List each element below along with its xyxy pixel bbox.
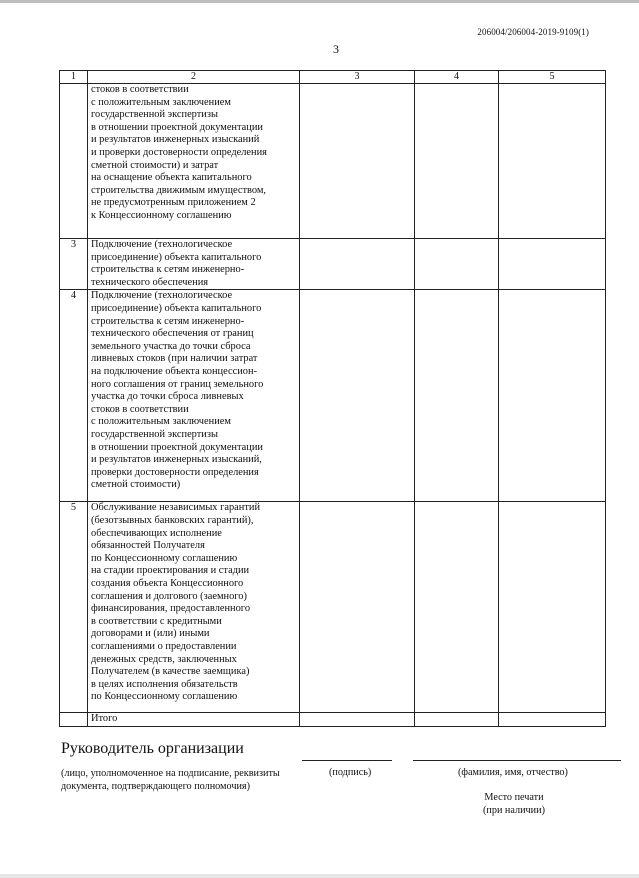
stamp-placeholder <box>483 791 545 817</box>
empty-cell <box>300 239 415 290</box>
description-line: строительства к сетям инженерно- <box>91 264 245 276</box>
description-line: присоединение) объекта капитального <box>91 302 262 314</box>
caption-line: (лицо, уполномоченное на подписание, реквизиты <box>61 768 280 779</box>
signature-caption: (подпись) <box>329 767 372 778</box>
description-line: строительства движимым имуществом, <box>91 184 267 196</box>
table-header-row <box>60 71 606 84</box>
description-line: к Концессионному соглашению <box>91 209 232 221</box>
empty-cell <box>499 290 606 502</box>
description-line: с положительным заключением <box>91 96 231 108</box>
signature-title: Руководитель организации <box>61 740 244 757</box>
document-id: 206004/206004-2019-9109(1) <box>477 27 589 37</box>
column-header: 1 <box>60 71 88 84</box>
description-line: и проверки достоверности определения <box>91 146 267 158</box>
row-description <box>88 84 300 239</box>
description-line: обязанностей Получателя <box>91 540 205 552</box>
description-line: Подключение (технологическое <box>91 239 233 250</box>
empty-cell <box>415 84 499 239</box>
description-line: строительства к сетям инженерно- <box>91 315 245 327</box>
description-line: проверки достоверности определения <box>91 466 259 478</box>
table-row <box>60 239 606 290</box>
row-number: 3 <box>60 239 88 290</box>
description-line: в отношении проектной документации <box>91 121 263 133</box>
description-line: договорами и (или) иными <box>91 628 210 640</box>
row-description <box>88 290 300 502</box>
stamp-line: Место печати <box>484 792 544 803</box>
description-line: соглашения и долгового (заемного) <box>91 590 247 602</box>
empty-cell <box>499 84 606 239</box>
total-row <box>60 713 606 727</box>
description-line: обеспечивающих исполнение <box>91 527 222 539</box>
table-row <box>60 502 606 713</box>
column-header: 4 <box>415 71 499 84</box>
description-line: не предусмотренным приложением 2 <box>91 197 256 209</box>
table-row <box>60 84 606 239</box>
column-header: 2 <box>88 71 300 84</box>
description-line: технического обеспечения от границ <box>91 328 254 340</box>
description-line: присоединение) объекта капитального <box>91 251 262 263</box>
description-line: и результатов инженерных изысканий, <box>91 454 262 466</box>
name-line <box>413 760 621 761</box>
empty-cell <box>415 502 499 713</box>
row-number: 5 <box>60 502 88 713</box>
empty-cell <box>415 713 499 727</box>
description-line: технического обеспечения <box>91 276 209 288</box>
signature-line <box>302 760 392 761</box>
description-line: в отношении проектной документации <box>91 441 263 453</box>
table-row <box>60 290 606 502</box>
column-header: 3 <box>300 71 415 84</box>
description-line: сметной стоимости) и затрат <box>91 159 219 171</box>
description-line: (безотзывных банковских гарантий), <box>91 514 254 526</box>
description-line: участка до точки сброса ливневых <box>91 391 244 403</box>
description-line: стоков в соответствии <box>91 403 189 415</box>
row-description <box>88 239 300 290</box>
description-line: по Концессионному соглашению <box>91 552 238 564</box>
empty-cell <box>300 84 415 239</box>
description-line: сметной стоимости) <box>91 479 181 491</box>
empty-cell <box>499 502 606 713</box>
description-line: и результатов инженерных изысканий <box>91 134 260 146</box>
expenses-table <box>59 70 606 727</box>
empty-cell <box>60 713 88 727</box>
description-line: финансирования, предоставленного <box>91 603 251 615</box>
empty-cell <box>300 290 415 502</box>
description-line: стоков в соответствии <box>91 84 189 95</box>
description-line: в соответствии с кредитными <box>91 615 222 627</box>
row-number <box>60 84 88 239</box>
description-line: с положительным заключением <box>91 416 231 428</box>
caption-line: документа, подтверждающего полномочия) <box>61 781 250 792</box>
description-line: Подключение (технологическое <box>91 290 233 302</box>
description-line: создания объекта Концессионного <box>91 577 244 589</box>
bottom-edge-rule <box>0 874 639 878</box>
description-line: в целях исполнения обязательств <box>91 678 238 690</box>
stamp-line: (при наличии) <box>483 805 545 816</box>
description-line: на оснащение объекта капитального <box>91 172 252 184</box>
empty-cell <box>300 713 415 727</box>
description-line: на подключение объекта концессион- <box>91 365 257 377</box>
description-line: государственной экспертизы <box>91 428 218 440</box>
empty-cell <box>415 239 499 290</box>
empty-cell <box>415 290 499 502</box>
empty-cell <box>499 239 606 290</box>
page-number: 3 <box>333 42 339 56</box>
description-line: денежных средств, заключенных <box>91 653 237 665</box>
empty-cell <box>300 502 415 713</box>
row-number: 4 <box>60 290 88 502</box>
description-line: ного соглашения от границ земельного <box>91 378 264 390</box>
description-line: Обслуживание независимых гарантий <box>91 502 261 514</box>
total-label: Итого <box>88 713 300 727</box>
empty-cell <box>499 713 606 727</box>
name-caption: (фамилия, имя, отчество) <box>458 767 568 778</box>
row-description <box>88 502 300 713</box>
description-line: ливневых стоков (при наличии затрат <box>91 353 258 365</box>
column-header: 5 <box>499 71 606 84</box>
description-line: соглашениями о предоставлении <box>91 640 237 652</box>
top-edge-rule <box>0 0 639 3</box>
description-line: государственной экспертизы <box>91 109 218 121</box>
description-line: земельного участка до точки сброса <box>91 340 251 352</box>
description-line: Получателем (в качестве заемщика) <box>91 666 250 678</box>
description-line: по Концессионному соглашению <box>91 691 238 703</box>
signatory-caption <box>61 767 280 793</box>
description-line: на стадии проектирования и стадии <box>91 565 250 577</box>
